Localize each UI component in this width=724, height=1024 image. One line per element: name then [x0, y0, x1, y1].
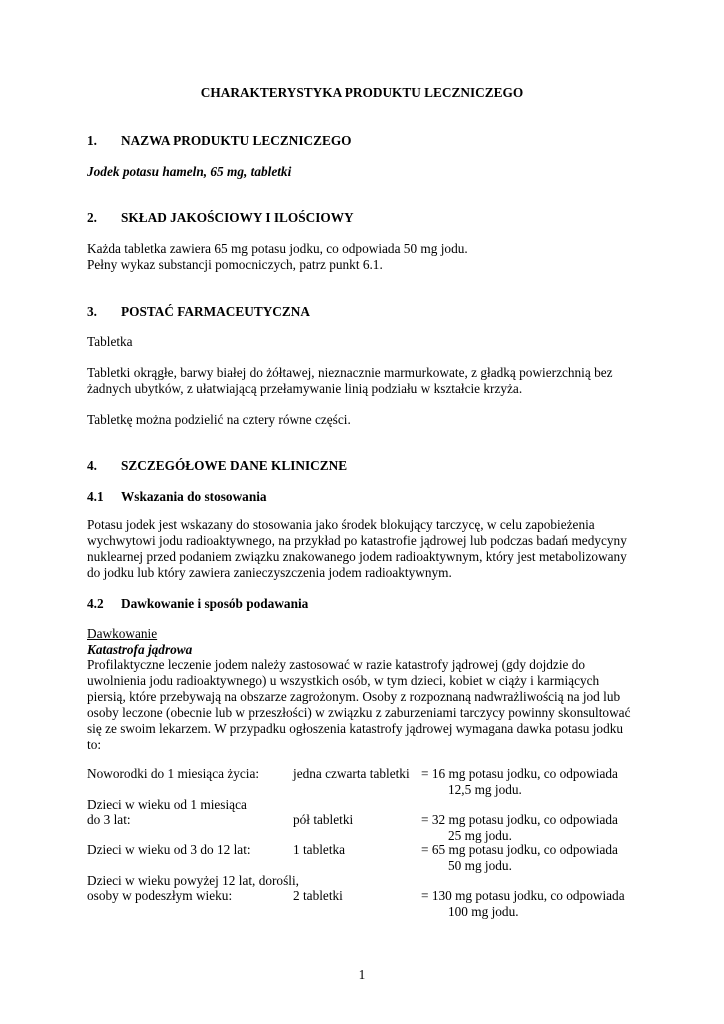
dose-table-tablets: pół tabletki [293, 812, 354, 827]
section-1-number: 1. [87, 133, 97, 148]
dose-table-dose: = 32 mg potasu jodku, co odpowiada [421, 812, 618, 827]
subsection-4-1-heading: Wskazania do stosowania [121, 489, 267, 504]
subsection-4-2-number: 4.2 [87, 596, 104, 611]
dose-table-dose: 100 mg jodu. [448, 904, 519, 919]
dose-table-dose: = 16 mg potasu jodku, co odpowiada [421, 766, 618, 781]
dose-table-group: Noworodki do 1 miesiąca życia: [87, 766, 260, 781]
dosage-line: piersią, które przebywają na obszarze zagrożonym. Osoby z rozpoznaną nadwrażliwością na jod lub [87, 689, 621, 704]
dosage-line: osoby leczone (obecnie lub w przeszłości) w związku z zaburzeniami tarczycy powinny skonsultować [87, 705, 631, 720]
tablet-description-line: żadnych ubytków, z ułatwiającą przełamywanie linią podziału w kształcie krzyża. [87, 381, 523, 396]
dose-table-tablets: 2 tabletki [293, 888, 343, 903]
section-3-number: 3. [87, 304, 97, 319]
dose-table-tablets: jedna czwarta tabletki [293, 766, 410, 781]
composition-line: Każda tabletka zawiera 65 mg potasu jodku, co odpowiada 50 mg jodu. [87, 241, 468, 256]
dose-table-group: osoby w podeszłym wieku: [87, 888, 233, 903]
dose-table-dose: 50 mg jodu. [448, 858, 512, 873]
dose-table-dose: = 65 mg potasu jodku, co odpowiada [421, 842, 618, 857]
section-4-number: 4. [87, 458, 97, 473]
section-2-heading: SKŁAD JAKOŚCIOWY I ILOŚCIOWY [121, 210, 354, 225]
section-2-number: 2. [87, 210, 97, 225]
dose-table-group: do 3 lat: [87, 812, 131, 827]
indications-line: Potasu jodek jest wskazany do stosowania jako środek blokujący tarczycę, w celu zapobieżenia [87, 517, 595, 532]
pharmaceutical-form: Tabletka [87, 334, 133, 349]
dosage-line: uwolnienia jodu radioaktywnego) u wszystkich osób, w tym dzieci, kobiet w ciąży i karmiących [87, 673, 600, 688]
dosage-line: to: [87, 737, 102, 752]
section-4-heading: SZCZEGÓŁOWE DANE KLINICZNE [121, 458, 348, 473]
indications-line: do jodku lub który zawiera zanieczyszczenia jodem radioaktywnym. [87, 565, 452, 580]
section-1-heading: NAZWA PRODUKTU LECZNICZEGO [121, 133, 352, 148]
dosage-label: Dawkowanie [87, 626, 158, 641]
dosage-line: się ze swoim lekarzem. W przypadku ogłoszenia katastrofy jądrowej wymagana dawka potasu jodku [87, 721, 624, 736]
product-name: Jodek potasu hameln, 65 mg, tabletki [87, 164, 292, 179]
dose-table-dose: 12,5 mg jodu. [448, 782, 522, 797]
dosage-line: Profilaktyczne leczenie jodem należy zastosować w razie katastrofy jądrowej (gdy dojdzie do [87, 657, 586, 672]
dose-table-group: Dzieci w wieku od 3 do 12 lat: [87, 842, 251, 857]
dose-table-group: Dzieci w wieku powyżej 12 lat, dorośli, [87, 873, 299, 888]
dose-table-dose: = 130 mg potasu jodku, co odpowiada [421, 888, 625, 903]
nuclear-accident-subtitle: Katastrofa jądrowa [87, 642, 193, 657]
dose-table-dose: 25 mg jodu. [448, 828, 512, 843]
indications-line: nuklearnej przed podaniem związku znakowanego jodem radioaktywnym, który jest metabolizowany [87, 549, 627, 564]
divisibility-note: Tabletkę można podzielić na cztery równe części. [87, 412, 351, 427]
document-title: CHARAKTERYSTYKA PRODUKTU LECZNICZEGO [200, 85, 524, 100]
subsection-4-1-number: 4.1 [87, 489, 104, 504]
dose-table-tablets: 1 tabletka [293, 842, 346, 857]
dose-table-group: Dzieci w wieku od 1 miesiąca [87, 797, 247, 812]
composition-line: Pełny wykaz substancji pomocniczych, patrz punkt 6.1. [87, 257, 383, 272]
subsection-4-2-heading: Dawkowanie i sposób podawania [121, 596, 309, 611]
page-number: 1 [358, 967, 366, 982]
tablet-description-line: Tabletki okrągłe, barwy białej do żółtawej, nieznacznie marmurkowate, z gładką powierzchnią bez [87, 365, 613, 380]
indications-line: wychwytowi jodu radioaktywnego, na przykład po katastrofie jądrowej lub podczas badań medycyny [87, 533, 627, 548]
section-3-heading: POSTAĆ FARMACEUTYCZNA [121, 304, 310, 319]
